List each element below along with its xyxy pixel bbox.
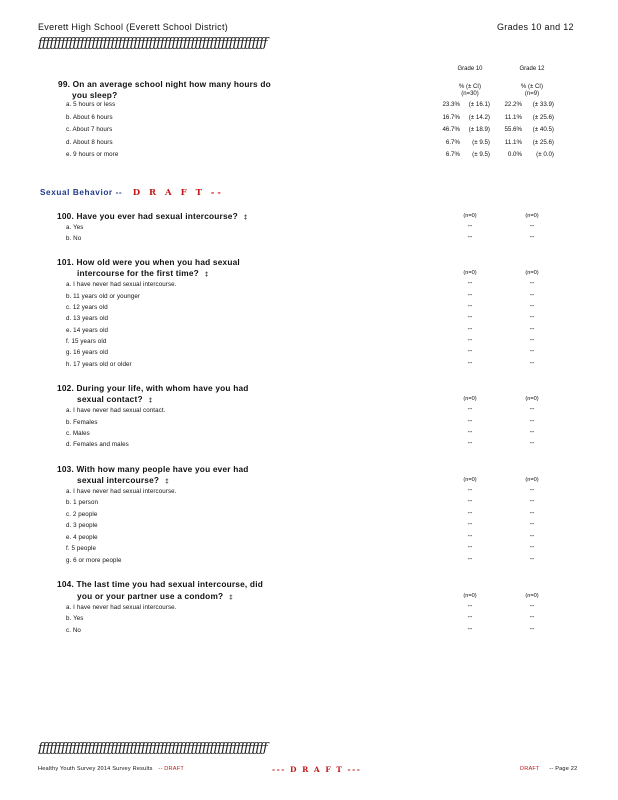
q101-n-12: (n=0) [525,270,539,276]
q102-n-12: (n=0) [525,396,539,402]
q100-title-line1 [57,211,247,221]
q104-n-12: (n=0) [525,593,539,599]
q102-value-12: -- [529,406,535,413]
q103-n-10: (n=0) [463,477,477,483]
q102-value-12: -- [529,418,535,425]
q104-value-10: -- [467,603,473,610]
header-rule: ƒƒƒƒƒƒƒƒƒƒƒƒƒƒƒƒƒƒƒƒƒƒƒƒƒƒƒƒƒƒƒƒƒƒƒƒƒƒƒƒƒƒƒƒƒƒƒƒƒƒƒƒƒƒƒƒƒƒƒƒ [38,36,267,51]
section-heading [40,182,224,200]
q101-value-10: -- [467,326,473,333]
q104-value-12: -- [529,603,535,610]
q101-value-10: -- [467,348,473,355]
q104-option: a. I have never had sexual intercourse. [66,604,177,611]
section-draft-mark: D R A F T -- [132,188,224,198]
q101-value-12: -- [529,303,535,310]
q99-g10-pct: 46.7% [442,126,460,133]
q102-value-10: -- [467,406,473,413]
q102-option: c. Males [66,430,90,437]
q103-n-12: (n=0) [525,477,539,483]
q101-option: h. 17 years old or older [66,361,132,368]
dagger-mark: ‡ [229,595,233,601]
q101-n-10: (n=0) [463,270,477,276]
q104-title-text: you or your partner use a condom? [77,591,224,601]
q102-n-10: (n=0) [463,396,477,402]
q101-option: c. 12 years old [66,304,108,311]
q104-title-line2 [77,591,233,601]
q104-value-10: -- [467,614,473,621]
q102-value-12: -- [529,429,535,436]
q102-value-12: -- [529,440,535,447]
q100-value-10: -- [467,223,473,230]
q99-g12-ci: (± 0.0) [536,151,554,158]
q99-g10-ci: (± 18.9) [468,126,490,133]
q104-value-12: -- [529,614,535,621]
q101-value-12: -- [529,326,535,333]
q102-title-line2 [77,394,152,404]
q101-value-10: -- [467,360,473,367]
q99-option: a. 5 hours or less [66,101,116,108]
q99-title-line1: 99. On an average school night how many hours do [58,79,271,89]
q101-value-10: -- [467,292,473,299]
q102-title-line1: 102. During your life, with whom have you had [57,383,249,393]
q104-title-line1: 104. The last time you had sexual intercourse, did [57,579,263,589]
q99-g12-pct: 11.1% [504,139,522,146]
q103-value-12: -- [529,498,535,505]
q99-option: d. About 8 hours [66,139,113,146]
q101-option: g. 16 years old [66,349,109,356]
q101-value-12: -- [529,292,535,299]
q101-title-line2 [77,268,208,278]
column-grade-12: Grade 12 [519,66,545,72]
q100-value-12: -- [529,223,535,230]
q99-g12-pct: 0.0% [507,151,522,158]
column-pct-ci-12: % (± CI) [521,84,543,90]
q99-g12-ci: (± 25.6) [532,139,554,146]
q102-value-10: -- [467,418,473,425]
q99-g10-pct: 6.7% [445,151,460,158]
q99-g10-ci: (± 9.5) [472,151,490,158]
q103-value-10: -- [467,533,473,540]
q101-value-10: -- [467,337,473,344]
q103-option: a. I have never had sexual intercourse. [66,488,177,495]
dagger-mark: ‡ [165,479,169,485]
q101-value-10: -- [467,303,473,310]
q99-g12-pct: 11.1% [504,114,522,121]
q103-option: b. 1 person [66,499,99,506]
q99-g10-ci: (± 9.5) [472,139,490,146]
q99-g12-pct: 55.6% [504,126,522,133]
footer-right-draft: DRAFT [520,766,540,772]
q101-title-text: intercourse for the first time? [77,268,199,278]
q99-option: e. 9 hours or more [66,151,119,158]
q103-value-12: -- [529,510,535,517]
footer-center-draft: --- D R A F T --- [272,765,362,774]
column-pct-ci-10: % (± CI) [459,84,481,90]
q103-value-10: -- [467,556,473,563]
q100-value-10: -- [467,234,473,241]
footer-page-number: -- Page 22 [549,766,578,772]
q104-value-10: -- [467,626,473,633]
q101-value-12: -- [529,337,535,344]
q104-option: c. No [66,627,81,634]
q104-n-10: (n=0) [463,593,477,599]
header-grades: Grades 10 and 12 [497,22,574,32]
q99-option: b. About 6 hours [66,114,113,121]
q103-option: f. 5 people [66,545,96,552]
q103-option: c. 2 people [66,511,98,518]
q102-value-10: -- [467,440,473,447]
footer-right [520,766,577,772]
q103-value-10: -- [467,498,473,505]
footer-left [38,766,184,772]
column-n-10: (n=30) [461,91,479,97]
dagger-mark: ‡ [148,398,153,404]
q103-value-10: -- [467,521,473,528]
q100-n-12: (n=0) [525,213,539,219]
q101-value-12: -- [529,314,535,321]
q103-value-10: -- [467,544,473,551]
q103-value-12: -- [529,556,535,563]
q103-title-text: sexual intercourse? [77,475,160,485]
q102-value-10: -- [467,429,473,436]
q99-g10-pct: 6.7% [445,139,460,146]
q99-g10-ci: (± 14.2) [468,114,490,121]
dagger-mark: ‡ [243,215,248,221]
footer-left-draft: -- DRAFT [158,766,184,772]
q101-option: d. 13 years old [66,315,109,322]
q103-value-10: -- [467,487,473,494]
q102-option: a. I have never had sexual contact. [66,407,166,414]
q99-option: c. About 7 hours [66,126,113,133]
q103-value-12: -- [529,521,535,528]
q102-option: d. Females and males [66,441,129,448]
q101-option: a. I have never had sexual intercourse. [66,281,177,288]
q103-option: d. 3 people [66,522,98,529]
header-school: Everett High School (Everett School District) [38,22,229,32]
q99-g12-ci: (± 40.5) [532,126,554,133]
q99-g10-ci: (± 16.1) [468,101,490,108]
q101-value-10: -- [467,314,473,321]
q100-title-text: 100. Have you ever had sexual intercourse? [57,211,238,221]
q99-title-line2: you sleep? [72,90,118,100]
q101-value-12: -- [529,280,535,287]
q99-g10-pct: 23.3% [442,101,460,108]
q102-option: b. Females [66,419,98,426]
q101-value-12: -- [529,348,535,355]
q99-g12-pct: 22.2% [504,101,522,108]
q103-value-12: -- [529,533,535,540]
q100-n-10: (n=0) [463,213,477,219]
column-n-12: (n=9) [524,91,540,97]
q101-option: b. 11 years old or younger [66,293,141,300]
q102-title-text: sexual contact? [77,394,143,404]
q99-g10-pct: 16.7% [442,114,460,121]
q101-option: f. 15 years old [66,338,107,345]
q103-value-12: -- [529,487,535,494]
q101-value-10: -- [467,280,473,287]
dagger-mark: ‡ [204,272,209,278]
q99-g12-ci: (± 33.9) [532,101,554,108]
q99-g12-ci: (± 25.6) [532,114,554,121]
q100-option: a. Yes [66,224,84,231]
q100-option: b. No [66,235,82,242]
q103-option: g. 6 or more people [66,557,122,564]
q104-option: b. Yes [66,615,84,622]
q101-title-line1: 101. How old were you when you had sexual [57,257,240,267]
q101-value-12: -- [529,360,535,367]
q103-title-line2 [77,475,169,485]
q103-option: e. 4 people [66,534,98,541]
footer-rule: ƒƒƒƒƒƒƒƒƒƒƒƒƒƒƒƒƒƒƒƒƒƒƒƒƒƒƒƒƒƒƒƒƒƒƒƒƒƒƒƒƒƒƒƒƒƒƒƒƒƒƒƒƒƒƒƒƒƒƒƒ [38,741,267,756]
q104-value-12: -- [529,626,535,633]
section-title: Sexual Behavior -- [40,188,123,197]
q103-title-line1: 103. With how many people have you ever had [57,464,249,474]
q103-value-10: -- [467,510,473,517]
q103-value-12: -- [529,544,535,551]
column-grade-10: Grade 10 [457,66,483,72]
q100-value-12: -- [529,234,535,241]
footer-survey-title: Healthy Youth Survey 2014 Survey Results [38,766,153,772]
q101-option: e. 14 years old [66,327,109,334]
